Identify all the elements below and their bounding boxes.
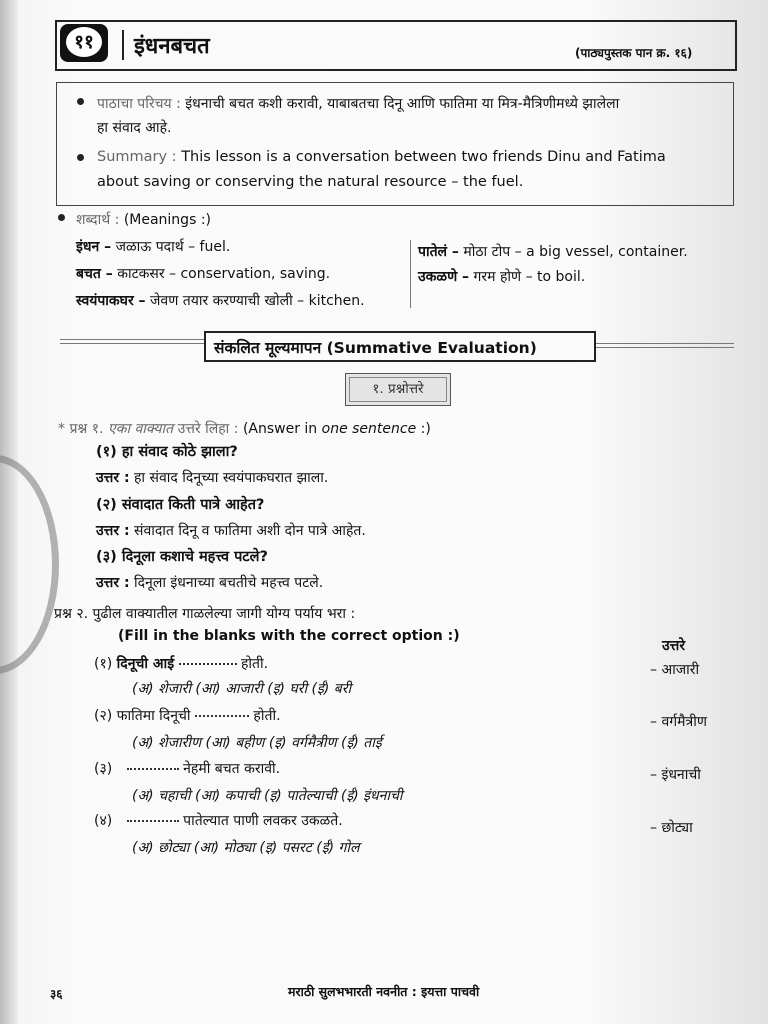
question-item: (२) संवादात किती पात्रे आहेत? <box>96 497 265 513</box>
blank-answer: – इंधनाची <box>650 767 701 783</box>
parichay-label: पाठाचा परिचय : <box>97 96 181 112</box>
section-label: १. प्रश्नोत्तरे <box>349 377 447 402</box>
magnifier-shadow-decoration <box>0 455 59 674</box>
textbook-reference: (पाठ्यपुस्तक पान क्र. १६) <box>575 46 693 60</box>
summary-label: Summary : <box>97 149 177 165</box>
answer-item: उत्तर : हा संवाद दिनूच्या स्वयंपाकघरात झाला. <box>96 470 329 486</box>
page-number: ३६ <box>50 987 63 1001</box>
meanings-divider <box>410 240 411 308</box>
bullet-icon <box>58 214 65 221</box>
meaning-item: पातेलं – मोठा टोप – a big vessel, container. <box>418 244 688 260</box>
band-rule <box>592 343 734 344</box>
summary-text-cont: about saving or conserving the natural resource – the fuel. <box>97 174 524 190</box>
summary-text: This lesson is a conversation between two friends Dinu and Fatima <box>181 149 666 165</box>
blank-item: (१) दिनूची आई होती. <box>94 656 269 672</box>
blank-options: (अ) छोट्या (आ) मोठ्या (इ) पसरट (ई) गोल <box>132 840 360 856</box>
blank-options: (अ) चहाची (आ) कपाची (इ) पातेल्याची (ई) इंधनाची <box>132 788 403 804</box>
blank-item: (३) नेहमी बचत करावी. <box>94 761 281 777</box>
blank-answer: – आजारी <box>650 662 700 678</box>
blank-line <box>127 759 179 770</box>
band-rule <box>60 339 204 340</box>
question-2-instruction-en: (Fill in the blanks with the correct option :) <box>118 628 460 644</box>
lesson-title: इंधनबचत <box>134 34 210 59</box>
bullet-icon <box>77 98 84 105</box>
meaning-item: स्वयंपाकघर – जेवण तयार करण्याची खोली – kitchen. <box>76 293 365 309</box>
bullet-icon <box>77 154 84 161</box>
meaning-item: बचत – काटकसर – conservation, saving. <box>76 266 331 282</box>
question-item: (३) दिनूला कशाचे महत्त्व पटले? <box>96 549 268 565</box>
blank-item: (४) पातेल्यात पाणी लवकर उकळते. <box>94 813 343 829</box>
blank-options: (अ) शेजारी (आ) आजारी (इ) घरी (ई) बरी <box>132 681 352 697</box>
lesson-number: ११ <box>66 27 102 57</box>
book-title: मराठी सुलभभारती नवनीत : इयत्ता पाचवी <box>288 984 480 999</box>
meaning-item: इंधन – जळाऊ पदार्थ – fuel. <box>76 239 231 255</box>
question-2-instruction: प्रश्न २. पुढील वाक्यातील गाळलेल्या जागी योग्य पर्याय भरा : <box>54 606 356 622</box>
blank-answer: – छोट्या <box>650 820 693 836</box>
blank-line <box>179 654 237 665</box>
lesson-number-badge <box>60 24 108 62</box>
blank-line <box>127 811 179 822</box>
band-rule <box>60 343 204 344</box>
evaluation-heading: संकलित मूल्यमापन (Summative Evaluation) <box>214 339 537 357</box>
meaning-item: उकळणे – गरम होणे – to boil. <box>418 269 586 285</box>
answer-item: उत्तर : संवादात दिनू व फातिमा अशी दोन पात्रे आहेत. <box>96 523 366 539</box>
parichay-text-cont: हा संवाद आहे. <box>97 120 172 136</box>
parichay-text: इंधनाची बचत कशी करावी, याबाबतचा दिनू आणि फातिमा या मित्र-मैत्रिणीमध्ये झालेला <box>185 96 620 112</box>
meanings-label: शब्दार्थ : <box>76 212 120 228</box>
meanings-label-en: (Meanings :) <box>123 212 211 228</box>
band-rule <box>592 347 734 348</box>
blank-item: (२) फातिमा दिनूची होती. <box>94 708 281 724</box>
question-1-instruction: * प्रश्न १. एका वाक्यात उत्तरे लिहा : (Answer in one sentence :) <box>58 421 431 437</box>
blank-line <box>195 706 249 717</box>
blank-options: (अ) शेजारीण (आ) बहीण (इ) वर्गमैत्रीण (ई) ताई <box>132 735 382 751</box>
answer-item: उत्तर : दिनूला इंधनाच्या बचतीचे महत्त्व पटले. <box>96 575 324 591</box>
question-item: (१) हा संवाद कोठे झाला? <box>96 444 238 460</box>
answers-heading: उत्तरे <box>662 638 686 654</box>
header-divider <box>122 30 124 60</box>
blank-answer: – वर्गमैत्रीण <box>650 714 707 730</box>
